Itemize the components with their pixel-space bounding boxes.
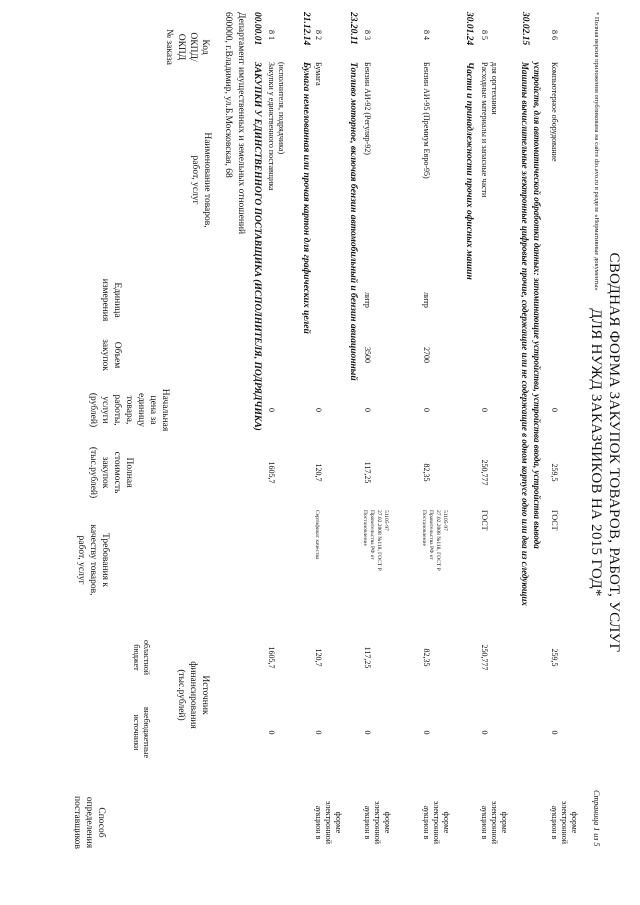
org-name: Департамент имущественных и земельных отношений xyxy=(236,12,246,235)
funding-sub-extra-2: источники xyxy=(132,714,141,751)
rotated-document: СВОДНАЯ ФОРМА ЗАКУПОК ТОВАРОВ, РАБОТ, УСЛУГ ДЛЯ НУЖД ЗАКАЗЧИКОВ НА 2015 ГОД* Код ОКПД/ ОКПД № заказа Наименование товаров, работ, услуг Единица измерения Объем закупок Начальная цена за единицу товара, работы, услуги (рублей) Полная стоимость закупок (тыс.рублей) Требования к качеству товаров, работ, услуг Источник финансирования (тыс.рублей) областной бюджет внебюджетные источники Способ определения поставщиков Департамент имущественных и земельных отношений 600000, г.Владимир, ул.Б.Московская, 68 00.00.01 ЗАКУПКИ У ЕДИНСТВЕННОГО ПОСТАВЩИКА (ИСПОЛНИТЕЛЯ, ПОДРЯДЧИКА) 21.12.14 Бумага немелованная или прочая картон для графических целей 23.20.11 Топливо моторное, включая бензин автомобильный и бензин авиационный 30.01.24 Части и принадлежности прочих офисных машин 30.02.15 Машины вычислительные электронные цифровые прочие, содержащие или не содержащие в одном корпусе одно или два из следующих устройств, для автоматической обработки данных: запоминающие устройства, устройства ввода, устройства вывода 8 1 Закупки у единственного поставщика (исполнителя, подрядчика) 0 1605,7 1605,7 0 8 2 Бумага 0 120,7 Сертификат качества 120,7 0 аукцион в электронной форме 8 3 Бензин АИ-92 (Регуляр-92) литр 3500 0 117,25 Постановление Правительства РФ от 27.02.2008 №118, ГОСТ Р 51105-97 117,25 0 аукцион в электронной форме 8 4 Бензин АИ-95 (Премиум Евро-95) литр 2700 0 82,35 Постановление Правительства РФ от 27.02.2008 №118, ГОСТ Р 51105-97 82,35 0 аукцион в электронной форме 8 5 Расходные материалы и запасные части для оргтехники 0 250,777 ГОСТ 250,777 0 аукцион в электронной форме 8 6 Компьютерное оборудование 0 259,5 ГОСТ 259,5 0 аукцион в электронной форме * Полная версия приложения опубликована на сайте dio.avo.ru в разделе «Нормативные документы» Страница 1 из 5 xyxy=(0,0,640,905)
org-address: 600000, г.Владимир, ул.Б.Московская, 68 xyxy=(223,12,233,178)
funding-sub-budget-2: бюджет xyxy=(132,644,141,671)
funding-sub-budget-1: областной xyxy=(142,639,151,676)
page-number: Страница 1 из 5 xyxy=(592,790,601,847)
funding-sub-extra-1: внебюджетные xyxy=(142,707,151,758)
title-line-2: ДЛЯ НУЖД ЗАКАЗЧИКОВ НА 2015 ГОД* xyxy=(588,308,604,597)
footnote: * Полная версия приложения опубликована на сайте dio.avo.ru в разделе «Нормативные документы» xyxy=(593,12,600,291)
title-line-1: СВОДНАЯ ФОРМА ЗАКУПОК ТОВАРОВ, РАБОТ, УСЛУГ xyxy=(606,252,622,653)
